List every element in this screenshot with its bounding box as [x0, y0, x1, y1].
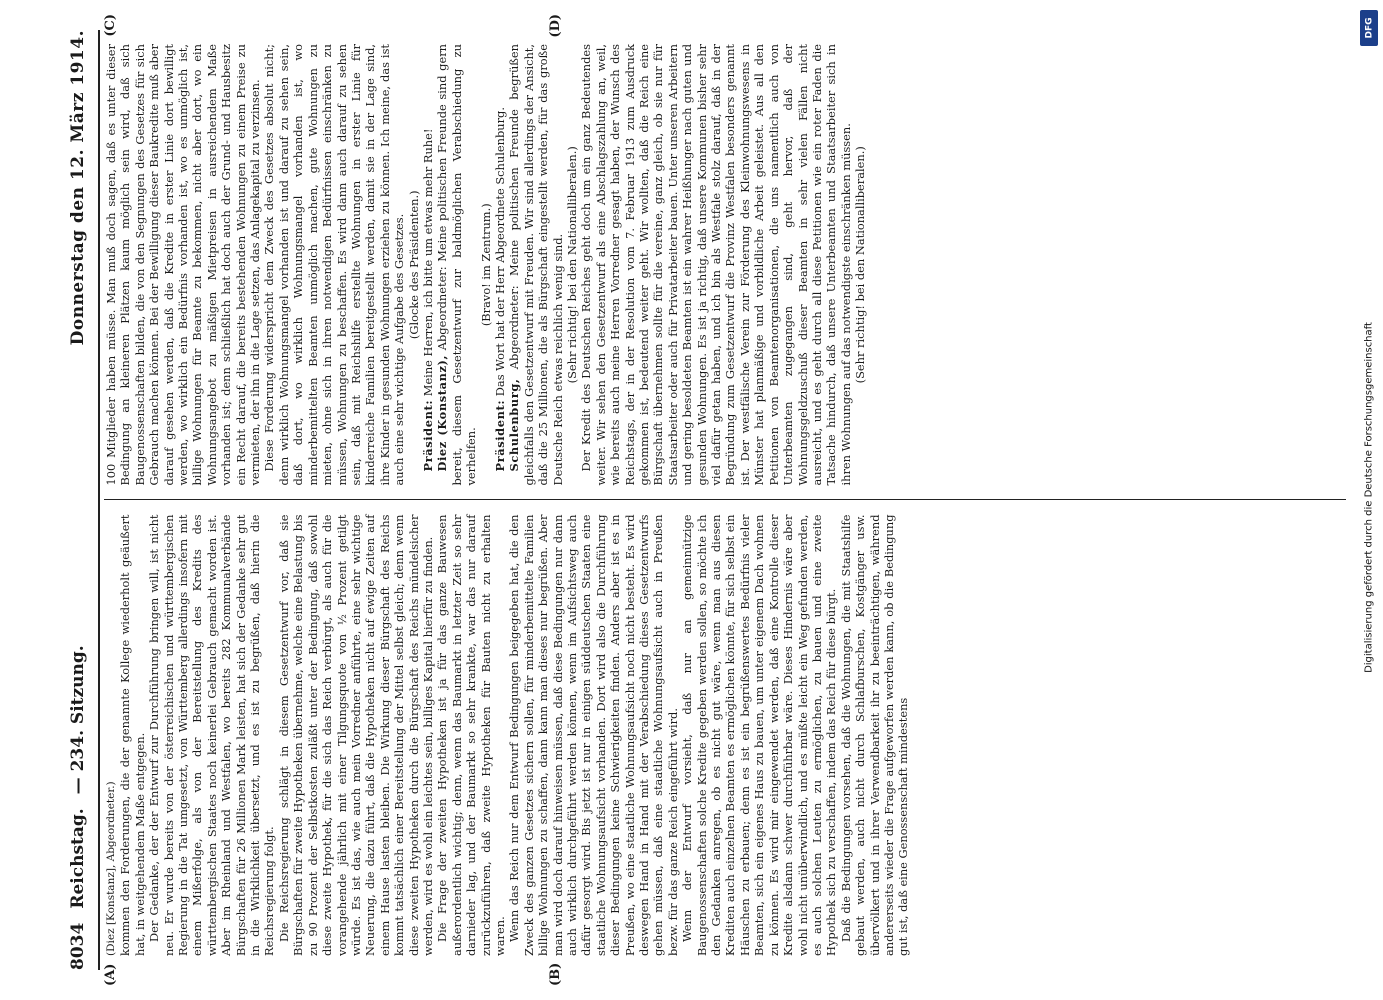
stage-direction: (Bravo! im Zentrum.) [478, 203, 493, 327]
paragraph: Die Reichsregierung schlägt in diesem Gesetzentwurf vor, daß sie Bürgschaften für zweite Hypotheken übernehme, welche eine Belastung bis zu 90 Prozent der Selbstkosten zuläßt unter der Bedingung, daß sowohl diese zweite Hypothek, für die sich das Reich verbürgt, als auch für die vorangehende jährlich mit einer Tilgungsquote von ½ Prozent getilgt würde. Es ist das, wie auch mein Vorredner anführte, eine sehr wichtige Neuerung, die dazu führt, daß die Hypotheken nicht auf ewige Zeiten auf einem Hause lasten bleiben. Die Wirkung dieser Bürgschaft des Reichs kommt tatsächlich einer Bereitstellung der Mittel selbst gleich; denn wenn diese zweiten Hypotheken durch die Bürgschaft des Reichs mündelsicher werden, wird es wohl ein leichtes sein, billiges Kapital hierfür zu finden. [276, 514, 435, 956]
margin-marker-b: (B) [548, 962, 563, 986]
rotated-page-content [50, 12, 1360, 988]
margin-marker-c: (C) [103, 14, 118, 37]
margin-marker-d: (D) [548, 14, 563, 38]
speaker-remark [435, 44, 478, 486]
left-column [103, 501, 1346, 986]
stage-direction: (Glocke des Präsidenten.) [406, 190, 421, 340]
speaker-remark [507, 44, 565, 486]
speaker-label: Präsident: [420, 399, 435, 472]
publication-title: Reichstag. [68, 808, 88, 909]
digitization-note: Digitalisierung gefördert durch die Deutsche Forschungsgemeinschaft [1363, 322, 1375, 673]
paragraph: kommen den Forderungen, die der genannte Kollege wiederholt geäußert hat, in weitgehendem Maße entgegen. [118, 514, 147, 956]
paragraph: Wenn der Entwurf vorsieht, daß nur an gemeinnützige Baugenossenschaften solche Kredite gegeben werden sollen, so möchte ich den Gedanken anregen, ob es nicht gut wäre, wenn man aus diesen Krediten auch einzelnen Beamten es ermöglichen könnte, für sich selbst ein Häuschen zu erbauen; denn es ist ein begrüßenswertes Bedürfnis vieler Beamten, sich ein eigenes Haus zu bauen, um unter eigenem Dach wohnen zu können. Es wird mir eingewendet werden, daß eine Kontrolle dieser Kredite alsdann schwer durchführbar wäre. Dieses Hindernis wäre aber wohl nicht unüberwindlich, und es müßte leicht ein Weg gefunden werden, es auch solchen Leuten zu ermöglichen, zu bauen und eine zweite Hypothek sich zu verschaffen, indem das Reich für diese bürgt. [680, 514, 839, 956]
speech-text: Das Wort hat der Herr Abgeordnete Schulenburg. [492, 107, 507, 397]
speaker-label: Schulenburg, [507, 378, 522, 472]
speaker-continuation-note: (Diez [Konstanz], Abgeordneter.) [105, 781, 117, 956]
speaker-label: Diez (Konstanz), [435, 354, 450, 472]
margin-marker-a: (A) [103, 963, 118, 986]
paragraph: Wenn das Reich nur dem Entwurf Bedingungen beigegeben hat, die den Zweck des ganzen Gesetzes sichern sollen, für minderbemittelte Familien billige Wohnungen zu schaffen, dann kann man dieses nur begrüßen. Aber man wird doch darauf hinweisen müssen, daß diese Bedingungen nur dann auch wirklich durchgeführt werden können, wenn im Aufsichtsweg auch dafür gesorgt wird. Bis jetzt ist nur in einigen süddeutschen Staaten eine staatliche Wohnungsaufsicht vorhanden. Dort wird also die Durchführung dieser Bedingungen keine Schwierigkeiten finden. Anders aber ist es in Preußen, wo eine staatliche Wohnungsaufsicht noch nicht besteht. Es wird deswegen Hand in Hand mit der Verabschiedung dieses Gesetzentwurfs gehen müssen, daß eine staatliche Wohnungsaufsicht auch in Preußen bezw. für das ganze Reich eingeführt wird. [507, 514, 680, 956]
text-columns [103, 14, 1346, 986]
stage-direction: (Sehr richtig! bei den Nationalliberalen.) [565, 146, 579, 384]
session-label: — 234. Sitzung. [68, 645, 88, 795]
speech-text: Meine Herren, ich bitte um etwas mehr Ruhe! [420, 128, 435, 397]
session-date: Donnerstag den 12. März 1914. [68, 30, 88, 346]
page-header [58, 30, 100, 970]
document-page [50, 12, 1360, 988]
page-number: 8034 [68, 922, 88, 970]
president-remark [493, 44, 507, 486]
paragraph: 100 Mitglieder haben müsse. Man muß doch sagen, daß es unter dieser Bedingung an kleineren Plätzen kaum möglich sein wird, daß sich Baugenossenschaften bilden, die von den Segnungen des Gesetzes für sich Gebrauch machen können. Bei der Bewilligung dieser Baukredite muß aber darauf gesehen werden, daß die Kredite in erster Linie dort bewilligt werden, wo wirklich ein Bedürfnis vorhanden ist, wo es unmöglich ist, billige Wohnungen für Beamte zu bekommen, nicht aber dort, wo ein Wohnungsangebot zu mäßigen Mietpreisen in ausreichendem Maße vorhanden ist; denn schließlich hat doch auch der Grund- und Hausbesitz ein Recht darauf, die bereits bestehenden Wohnungen zu einem Preise zu vermieten, der ihn in die Lage setzen, das Anlagekapital zu verzinsen. [104, 44, 263, 486]
speech-text: Abgeordneter: Meine politischen Freunde sind gern bereit, diesem Gesetzentwurf zur baldmöglichen Verabschiedung zu verhelfen. [435, 44, 479, 486]
paragraph: Die Frage der zweiten Hypotheken ist ja für das ganze Bauwesen außerordentlich wichtig; denn, wenn das Baumarkt in letzter Zeit so sehr darnieder lag, und der Baumarkt so sehr krankte, war das nur darauf zurückzuführen, daß zweite Hypotheken für Bauten nicht zu erhalten waren. [435, 514, 507, 956]
speech-text: Abgeordneter: Meine politischen Freunde begrüßen gleichfalls den Gesetzentwurf mit Freuden. Wir sind allerdings der Ansicht, daß die 25 Millionen, die als Bürgschaft eingestellt werden, für das große Deutsche Reich etwas reichlich wenig sind. [507, 44, 565, 486]
stage-direction: (Sehr richtig! bei den Nationalliberalen.) [853, 146, 868, 384]
header-left [68, 645, 88, 970]
president-remark [421, 44, 435, 486]
paragraph: Daß die Bedingungen vorsehen, daß die Wohnungen, die mit Staatshilfe gebaut werden, auch nicht durch Schlafburschen, Kostgänger usw. übervölkert und in ihrer Verwendbarkeit ihr zu beeinträchtigen, während andererseits wieder die Frage aufgeworfen werden kann, ob die Bedingung gut ist, daß eine Genossenschaft mindestens [838, 514, 911, 956]
right-column [103, 14, 1346, 501]
paragraph: Der Kredit des Deutschen Reiches geht doch um ein ganz Bedeutendes weiter. Wir sehen den Gesetzentwurf als eine Abschlagszahlung an, weil, wie bereits auch meine Herren Vorredner gesagt haben, der Wunsch des Reichstags, der in der Resolution vom 7. Februar 1913 zum Ausdruck gekommen ist, bedeutend weiter geht. Wir wollten, daß die Reich eine Bürgschaft übernehmen sollte für die vereine, ganz gleich, ob sie nur für Staatsarbeiter oder auch für Privatarbeiter bauen. Unter unseren Arbeitern und gering besoldeten Beamten ist ein wahrer Heißhunger nach guten und gesunden Wohnungen. Es ist ja richtig, daß unsere Kommunen bisher sehr viel dafür getan haben, und ich bin als Westfale stolz darauf, daß in der Begründung zum Gesetzentwurf die Provinz Westfalen besonders genannt ist. Der westfälische Verein zur Förderung des Kleinwohnungswesens in Münster hat planmäßige und vorbildliche Arbeit geleistet. Aus all den Petitionen von Beamtenorganisationen, die uns namentlich auch von Unterbeamten zugegangen sind, geht hervor, daß der Wohnungsgeldzuschuß dieser Beamten in sehr vielen Fällen nicht ausreicht, und es geht durch all diese Petitionen wie ein roter Faden die Tatsache hindurch, daß unsere Unterbeamten und Staatsarbeiter sich in ihren Wohnungen auf das notwendigste einschränken müssen. [579, 44, 853, 486]
paragraph: Diese Forderung widerspricht dem Zweck des Gesetzes absolut nicht; denn wirklich Wohnungsmangel vorhanden ist und darauf zu sehen sein, daß dort, wo wirklich Wohnungsmangel vorhanden ist, wo minderbemittelten Beamten unmöglich machen, gute Wohnungen zu mieten, ohne sich in ihren notwendigen Bedürfnissen einschränken zu müssen, Wohnungen zu beschaffen. Es wird dann auch darauf zu sehen sein, daß mit Reichshilfe erstellte Wohnungen in erster Linie für kinderreiche Familien bereitgestellt werden, damit sie in der Lage sind, ihre Kinder in gesunden Wohnungen erziehen zu können. Ich meine, das ist auch eine sehr wichtige Aufgabe des Gesetzes. [262, 44, 407, 486]
digitization-strip [1359, 6, 1379, 994]
paragraph: Der Gedanke, der der Entwurf zur Durchführung bringen will, ist nicht neu. Er wurde bereits von der österreichischen und württembergischen Regierung in die Tat umgesetzt, von Württemberg allerdings insofern mit einem Mißerfolge, als von der Bereitstellung des Kredits des württembergischen Staates noch keinerlei Gebrauch gemacht worden ist. Aber im Rheinland und Westfalen, wo bereits 282 Kommunalverbände Bürgschaften für 26 Millionen Mark leisten, hat sich der Gedanke sehr gut in die Wirklichkeit übersetzt, und es ist zu begrüßen, daß hierin die Reichsregierung folgt. [147, 514, 277, 956]
dfg-logo: DFG [1360, 10, 1378, 46]
speaker-label: Präsident: [492, 399, 507, 472]
